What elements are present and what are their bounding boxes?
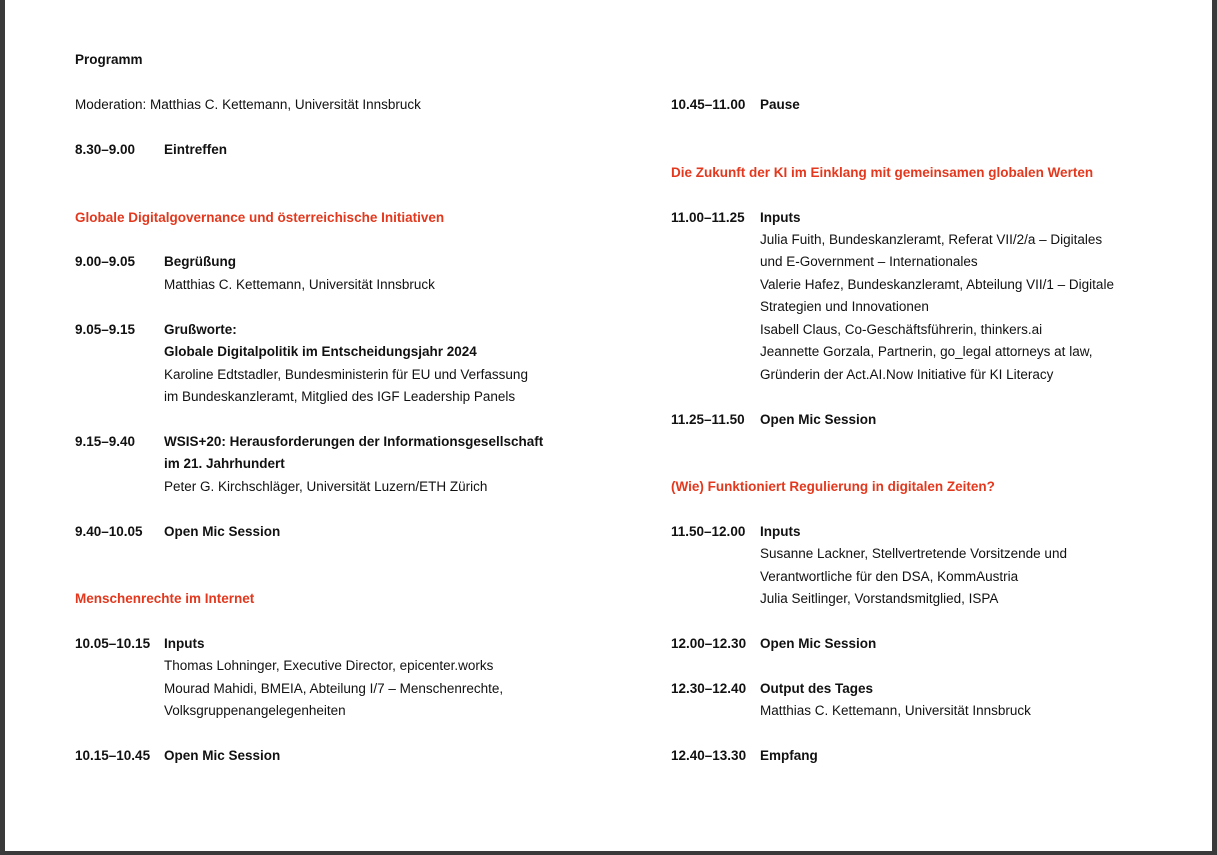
- inputs1-line2: Mourad Mahidi, BMEIA, Abteilung I/7 – Menschenrechte,: [164, 681, 504, 696]
- output-label: Output des Tages: [760, 681, 874, 696]
- inputs1-line3: Volksgruppenangelegenheiten: [164, 703, 346, 718]
- welcome-speaker: Matthias C. Kettemann, Universität Innsbruck: [164, 277, 435, 292]
- inputs2-time: 11.00–11.25: [671, 210, 745, 225]
- inputs3-line2: Verantwortliche für den DSA, KommAustria: [760, 569, 1019, 584]
- openmic1-time: 9.40–10.05: [75, 524, 143, 539]
- openmic3-time: 11.25–11.50: [671, 412, 745, 427]
- openmic2-label: Open Mic Session: [164, 748, 281, 763]
- inputs1-label: Inputs: [164, 636, 205, 651]
- inputs3-line1: Susanne Lackner, Stellvertretende Vorsitzende und: [760, 546, 1067, 561]
- window-border-right: [1212, 0, 1217, 855]
- openmic4-time: 12.00–12.30: [671, 636, 747, 651]
- inputs2-line4: Strategien und Innovationen: [760, 299, 929, 314]
- welcome-time: 9.00–9.05: [75, 254, 136, 269]
- inputs2-line6: Jeannette Gorzala, Partnerin, go_legal attorneys at law,: [760, 344, 1093, 359]
- wsis-speaker: Peter G. Kirchschläger, Universität Luzern/ETH Zürich: [164, 479, 488, 494]
- section-heading-digital-governance: Globale Digitalgovernance und österreichische Initiativen: [75, 210, 445, 225]
- greetings-speaker-line2: im Bundeskanzleramt, Mitglied des IGF Leadership Panels: [164, 389, 516, 404]
- greetings-speaker-line1: Karoline Edtstadler, Bundesministerin für EU und Verfassung: [164, 367, 528, 382]
- openmic2-time: 10.15–10.45: [75, 748, 151, 763]
- openmic4-label: Open Mic Session: [760, 636, 877, 651]
- program-title: Programm: [75, 52, 143, 67]
- wsis-title-line1: WSIS+20: Herausforderungen der Informationsgesellschaft: [164, 434, 544, 449]
- greetings-label: Grußworte:: [164, 322, 237, 337]
- inputs2-line7: Gründerin der Act.AI.Now Initiative für KI Literacy: [760, 367, 1054, 382]
- section-heading-regulation: (Wie) Funktioniert Regulierung in digitalen Zeiten?: [671, 479, 995, 494]
- pause-time: 10.45–11.00: [671, 97, 746, 112]
- output-speaker: Matthias C. Kettemann, Universität Innsbruck: [760, 703, 1031, 718]
- section-heading-human-rights: Menschenrechte im Internet: [75, 591, 255, 606]
- inputs2-line5: Isabell Claus, Co-Geschäftsführerin, thinkers.ai: [760, 322, 1043, 337]
- inputs1-time: 10.05–10.15: [75, 636, 151, 651]
- arrival-label: Eintreffen: [164, 142, 228, 157]
- inputs1-line1: Thomas Lohninger, Executive Director, epicenter.works: [164, 658, 494, 673]
- openmic1-label: Open Mic Session: [164, 524, 281, 539]
- welcome-label: Begrüßung: [164, 254, 236, 269]
- greetings-time: 9.05–9.15: [75, 322, 136, 337]
- inputs3-label: Inputs: [760, 524, 801, 539]
- inputs2-line3: Valerie Hafez, Bundeskanzleramt, Abteilung VII/1 – Digitale: [760, 277, 1114, 292]
- pause-label: Pause: [760, 97, 800, 112]
- output-time: 12.30–12.40: [671, 681, 747, 696]
- greetings-subtitle: Globale Digitalpolitik im Entscheidungsjahr 2024: [164, 344, 477, 359]
- inputs3-time: 11.50–12.00: [671, 524, 746, 539]
- arrival-time: 8.30–9.00: [75, 142, 136, 157]
- inputs3-line3: Julia Seitlinger, Vorstandsmitglied, ISPA: [760, 591, 999, 606]
- wsis-time: 9.15–9.40: [75, 434, 136, 449]
- reception-label: Empfang: [760, 748, 818, 763]
- section-heading-ai-future: Die Zukunft der KI im Einklang mit gemeinsamen globalen Werten: [671, 165, 1094, 180]
- inputs2-line1: Julia Fuith, Bundeskanzleramt, Referat VII/2/a – Digitales: [760, 232, 1103, 247]
- inputs2-label: Inputs: [760, 210, 801, 225]
- openmic3-label: Open Mic Session: [760, 412, 877, 427]
- window-border-bottom: [0, 851, 1217, 855]
- inputs2-line2: und E-Government – Internationales: [760, 254, 978, 269]
- reception-time: 12.40–13.30: [671, 748, 747, 763]
- wsis-title-line2: im 21. Jahrhundert: [164, 456, 285, 471]
- moderation-line: Moderation: Matthias C. Kettemann, Universität Innsbruck: [75, 97, 421, 112]
- window-border-left: [0, 0, 5, 855]
